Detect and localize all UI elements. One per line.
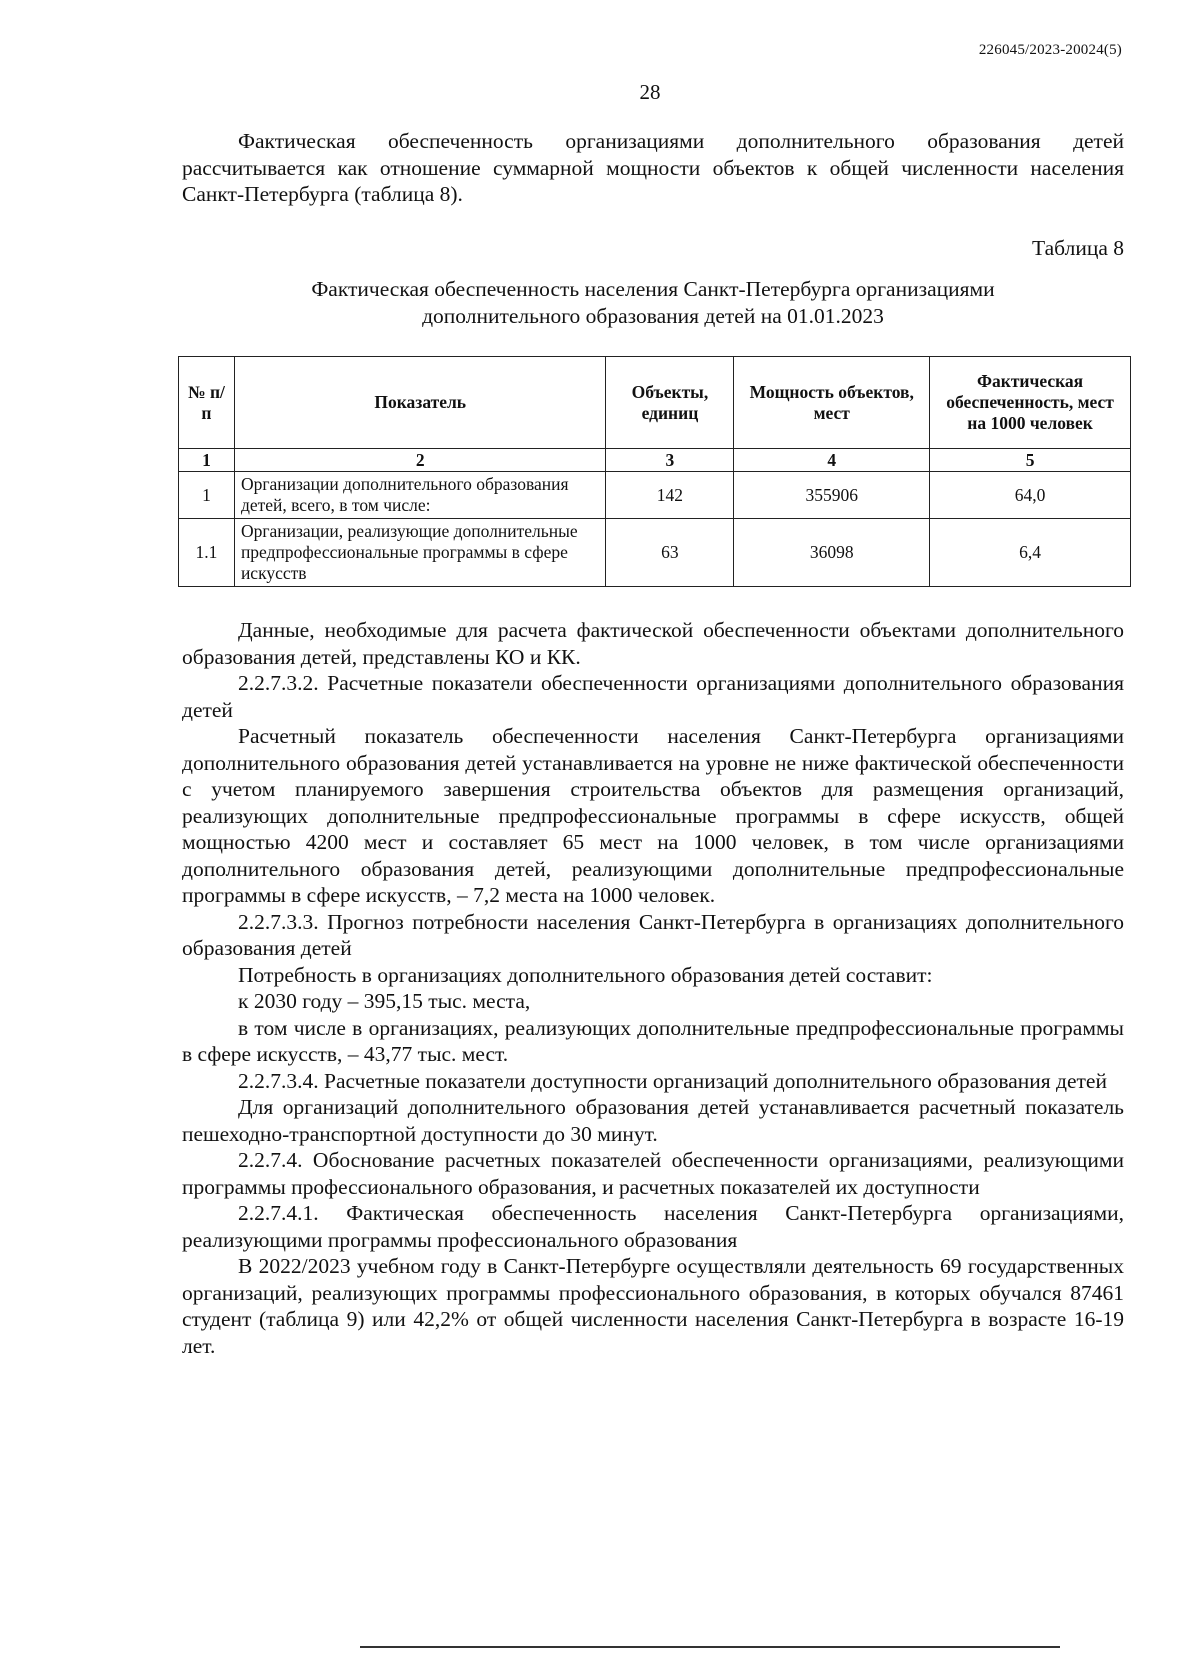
row-indicator: Организации, реализующие дополнительные предпрофессиональные программы в сфере искусств [234, 519, 606, 587]
body-text [182, 617, 1124, 1359]
table-column-numbers-row [179, 449, 1131, 472]
row-number: 1 [179, 472, 235, 519]
table-row [179, 472, 1131, 519]
page-number: 28 [639, 80, 661, 104]
table-title-line-1: Фактическая обеспеченность населения Санкт-Петербурга организациями [311, 277, 995, 301]
column-number: 3 [606, 449, 734, 472]
table-label: Таблица 8 [1032, 236, 1124, 260]
section-heading-2-2-7-3-3: 2.2.7.3.3. Прогноз потребности населения Санкт-Петербурга в организациях дополнительного образования детей [182, 909, 1124, 960]
intro-block [182, 128, 1124, 208]
intro-paragraph: Фактическая обеспеченность организациями дополнительного образования детей рассчитывается как отношение суммарной мощности объектов к общей численности населения Санкт-Петербурга (таблица 8). [182, 129, 1124, 206]
paragraph-accessibility: Для организаций дополнительного образования детей устанавливается расчетный показатель пешеходно-транспортной доступности до 30 минут. [182, 1095, 1124, 1146]
section-heading-2-2-7-3-4: 2.2.7.3.4. Расчетные показатели доступности организаций дополнительного образования детей [238, 1068, 1107, 1093]
row-number: 1.1 [179, 519, 235, 587]
section-heading-2-2-7-3-2: 2.2.7.3.2. Расчетные показатели обеспеченности организациями дополнительного образования детей [182, 671, 1124, 722]
paragraph-demand-arts: в том числе в организациях, реализующих дополнительные предпрофессиональные программы в сфере искусств, – 43,77 тыс. мест. [182, 1015, 1124, 1066]
row-objects: 142 [606, 472, 734, 519]
header-indicator: Показатель [234, 357, 606, 449]
row-provision: 6,4 [930, 519, 1131, 587]
column-number: 1 [179, 449, 235, 472]
column-number: 5 [930, 449, 1131, 472]
scan-edge-line [360, 1646, 1060, 1648]
row-capacity: 36098 [734, 519, 930, 587]
table-title [182, 276, 1124, 330]
header-objects: Объекты, единиц [606, 357, 734, 449]
table-header-row [179, 357, 1131, 449]
row-provision: 64,0 [930, 472, 1131, 519]
row-indicator: Организации дополнительного образования детей, всего, в том числе: [234, 472, 606, 519]
column-number: 2 [234, 449, 606, 472]
table-row [179, 519, 1131, 587]
document-number: 226045/2023-20024(5) [978, 42, 1122, 58]
header-capacity: Мощность объектов, мест [734, 357, 930, 449]
paragraph-professional-education: В 2022/2023 учебном году в Санкт-Петербурге осуществляли деятельность 69 государственных организаций, реализующих программы профессионального образования, в которых обучался 87461 студент (таблица 9) или 42,2% от общей численности населения Санкт-Петербурга в возрасте 16-19 лет. [182, 1254, 1124, 1358]
paragraph-calculated-provision: Расчетный показатель обеспеченности населения Санкт-Петербурга организациями дополнительного образования детей устанавливается на уровне не ниже фактической обеспеченности с учетом планируемого завершения строительства объектов для размещения организаций, реализующих дополнительные предпрофессиональные программы в сфере искусств, общей мощностью 4200 мест и составляет 65 мест на 1000 человек, в том числе организациями дополнительного образования детей, реализующими дополнительные предпрофессиональные программы в сфере искусств, – 7,2 места на 1000 человек. [182, 724, 1124, 907]
header-number: № п/п [179, 357, 235, 449]
section-heading-2-2-7-4-1: 2.2.7.4.1. Фактическая обеспеченность населения Санкт-Петербурга организациями, реализующими программы профессионального образования [182, 1201, 1124, 1252]
row-objects: 63 [606, 519, 734, 587]
table-title-line-2: дополнительного образования детей на 01.01.2023 [422, 304, 884, 328]
section-heading-2-2-7-4: 2.2.7.4. Обоснование расчетных показателей обеспеченности организациями, реализующими программы профессионального образования, и расчетных показателей их доступности [182, 1148, 1124, 1199]
column-number: 4 [734, 449, 930, 472]
row-capacity: 355906 [734, 472, 930, 519]
paragraph-demand-2030: к 2030 году – 395,15 тыс. места, [238, 989, 531, 1013]
paragraph-demand: Потребность в организациях дополнительного образования детей составит: [238, 962, 933, 987]
provision-table [178, 356, 1131, 587]
paragraph-data-sources: Данные, необходимые для расчета фактической обеспеченности объектами дополнительного образования детей, представлены КО и КК. [182, 618, 1124, 669]
header-provision: Фактическая обеспеченность, мест на 1000 человек [930, 357, 1131, 449]
